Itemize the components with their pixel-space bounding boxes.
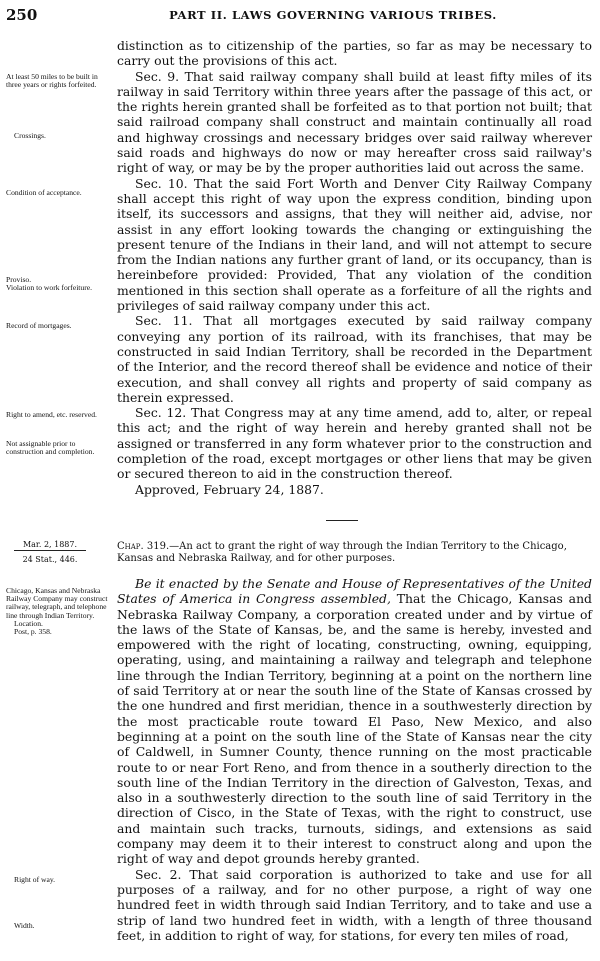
margin-note-proviso-label: Proviso. bbox=[6, 275, 32, 284]
margin-note-crossings: Crossings. bbox=[14, 131, 46, 140]
main-text-top bbox=[117, 38, 592, 497]
page-header bbox=[6, 6, 590, 26]
margin-note-proviso bbox=[6, 276, 114, 292]
main-text-bottom bbox=[117, 576, 592, 943]
paragraph-sec9: Sec. 9. That said railway company shall build at least fifty miles of its railway in said Territory within three years after the passage of this act, or the rights herein granted shall be forfeited as to that portion not built; that said railroad company shall construct and maintain continually all road and highway crossings and necessary bridges over said railway wherever said roads and highways do now or may hereafter cross said railway's right of way, or may be by the proper authorities laid out across the same. bbox=[117, 68, 592, 176]
margin-date: Mar. 2, 1887. bbox=[22, 540, 78, 549]
paragraph-sec11: Sec. 11. That all mortgages executed by said railway company conveying any portion of its railroad, with its franchises, that may be constructed in said Indian Territory, shall be recorded in the Department of the Interior, and the record thereof shall be evidence and notice of their execution, and shall convey all rights and property of said company as therein expressed. bbox=[117, 313, 592, 405]
margin-note-violation: Violation to work forfeiture. bbox=[6, 283, 93, 293]
paragraph-sec2: Sec. 2. That said corporation is authorized to take and use for all purposes of a railway, and for no other purpose, a right of way one hundred feet in width through said Indian Territory, and to take and use a strip of land two hundred feet in width, with a length of three thousand feet, in addition to right of way, for stations, for every ten miles of road, bbox=[117, 866, 592, 943]
page-number: 250 bbox=[6, 6, 38, 24]
margin-note-width: Width. bbox=[14, 921, 35, 930]
paragraph-sec10: Sec. 10. That the said Fort Worth and Denver City Railway Company shall accept this right of way upon the express condition, binding upon itself, its successors and assigns, that they will neither aid, advise, nor assist in any effort looking towards the changing or extinguishing the present tenure of the Indians in their land, and will not attempt to secure from the Indian nations any further grant of land, or its occupancy, than is hereinbefore provided: Provided, That any violation of the condition mentioned in this section shall operate as a forfeiture of all the rights and privileges of said railway company under this act. bbox=[117, 175, 592, 314]
margin-note-post: Post, p. 358. bbox=[14, 627, 52, 637]
paragraph-enacting bbox=[117, 576, 592, 867]
margin-note-record: Record of mortgages. bbox=[6, 321, 72, 330]
margin-note-fifty-miles: At least 50 miles to be built in three years or rights forfeited. bbox=[6, 72, 98, 90]
chapter-description: —An act to grant the right of way through the Indian Territory to the Chicago, Kansas and Nebraska Railway, and for other purposes. bbox=[117, 541, 567, 564]
approved-line: Approved, February 24, 1887. bbox=[135, 481, 324, 497]
margin-note-assignable: Not assignable prior to construction and completion. bbox=[6, 439, 95, 457]
enacting-clause: Be it enacted by the Senate and House of Representatives of the United States of America in Congress assembled, bbox=[117, 576, 592, 607]
margin-note-condition: Condition of acceptance. bbox=[6, 188, 82, 197]
chapter-label: Chap. 319. bbox=[117, 541, 170, 552]
paragraph-sec12: Sec. 12. That Congress may at any time amend, add to, alter, or repeal this act; and the right of way herein and hereby granted shall not be assigned or transferred in any form whatever prior to the construction and completion of the road, except mortgages or other liens that may be given or secured thereon to aid in the construction thereof. bbox=[117, 405, 592, 482]
running-title: PART II. LAWS GOVERNING VARIOUS TRIBES. bbox=[169, 8, 497, 22]
margin-note-chicago-text: Chicago, Kansas and Nebraska Railway Company may construct railway, telegraph, and telephone line through Indian Territory. bbox=[6, 586, 108, 620]
chapter-heading bbox=[117, 541, 592, 565]
margin-note-location: Location. bbox=[14, 618, 43, 628]
margin-divider bbox=[14, 550, 86, 551]
paragraph-continuation: distinction as to citizenship of the parties, so far as may be necessary to carry out the provisions of this act. bbox=[117, 38, 592, 69]
enacting-body: That the Chicago, Kansas and Nebraska Railway Company, a corporation created under and by virtue of the laws of the State of Kansas, be, and the same is hereby, invested and empowered with the right of locating, constructing, owning, equipping, operating, using, and maintaining a railway and telegraph and telephone line through the Indian Territory, beginning at a point on the northern line of said Territory at or near the south line of the State of Kansas crossed by the one hundred and first meridian, thence in a southwesterly direction by the most practicable route toward El Paso, New Mexico, and also beginning at a point on the south line of the State of Kansas near the city of Caldwell, in Sumner County, thence running on the most practicable route to or near Fort Reno, and from thence in a southerly direction to the south line of the Indian Territory in the direction of Galveston, Texas, and also in a southwesterly direction to the south line of said Territory in the direction of Cisco, in the State of Texas, with the right to construct, use and maintain such tracks, turnouts, sidings, and extensions as said company may deem it to their interest to construct along and upon the right of way and depot grounds hereby granted. bbox=[117, 591, 592, 867]
margin-note-amend: Right to amend, etc. reserved. bbox=[6, 410, 97, 419]
section-divider bbox=[326, 520, 358, 521]
margin-note-chicago bbox=[6, 587, 114, 636]
margin-statute: 24 Stat., 446. bbox=[22, 555, 78, 564]
margin-note-right-of-way: Right of way. bbox=[14, 875, 56, 884]
